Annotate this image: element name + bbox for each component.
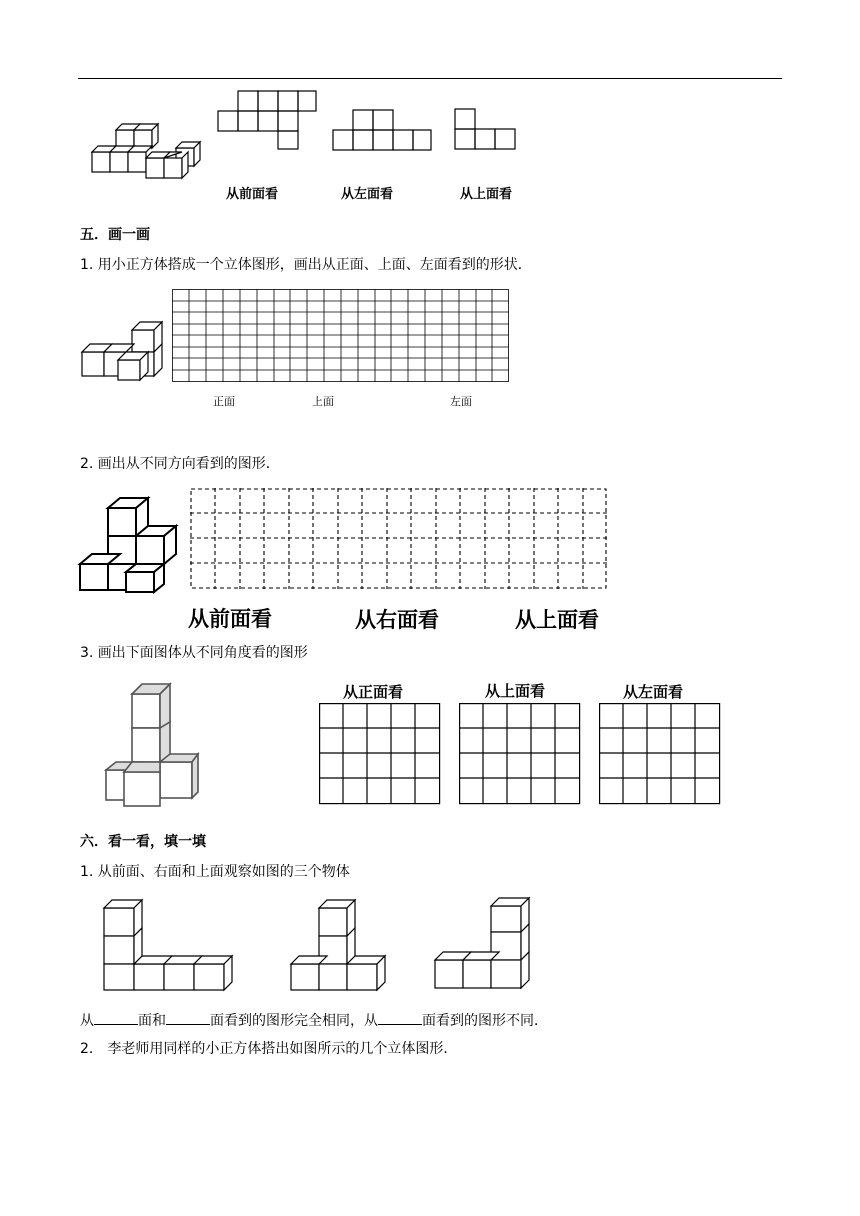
label-front-view: 从前面看 [226, 187, 279, 202]
label-top-view: 从上面看 [460, 187, 513, 202]
s5-q3-grid-top [459, 703, 581, 805]
front-view-shape [218, 91, 318, 151]
s6-q1-object-2 [289, 898, 389, 992]
section6-heading: 六．看一看，填一填 [80, 834, 206, 850]
s5-q1-label-left: 左面 [450, 395, 472, 408]
s5-q2-text: 2. 画出从不同方向看到的图形． [80, 456, 280, 472]
s5-q3-label-top: 从上面看 [485, 682, 546, 700]
fill-text-part-1: 从 [80, 1013, 94, 1029]
label-left-view: 从左面看 [341, 187, 394, 202]
s5-q3-cube-figure [102, 682, 202, 808]
fill-text-part-3: 面看到的图形完全相同，从 [210, 1013, 378, 1029]
top-view-shape [455, 109, 517, 151]
s5-q3-label-front: 从正面看 [343, 683, 404, 701]
s5-q3-label-left: 从左面看 [623, 683, 684, 701]
s5-q2-label-front: 从前面看 [188, 607, 272, 631]
fill-blank-3[interactable] [378, 1010, 422, 1025]
s5-q2-dashed-grid [190, 488, 608, 590]
s5-q2-cube-figure [78, 494, 186, 594]
s6-q1-fill-sentence [80, 1010, 548, 1030]
left-view-shape [333, 110, 433, 152]
s6-q2-text: 2． 李老师用同样的小正方体搭出如图所示的几个立体图形． [80, 1041, 458, 1057]
s5-q3-grid-left [599, 703, 721, 805]
section5-heading: 五．画一画 [80, 227, 150, 243]
s5-q3-text: 3. 画出下面图体从不同角度看的图形 [80, 645, 308, 661]
s5-q2-label-top: 从上面看 [515, 608, 599, 632]
fill-text-part-4: 面看到的图形不同． [422, 1013, 548, 1029]
s5-q2-label-right: 从右面看 [355, 608, 439, 632]
s5-q1-drawing-grid [172, 289, 510, 383]
s5-q1-label-front: 正面 [213, 395, 235, 408]
fill-text-part-2: 面和 [138, 1013, 166, 1029]
s5-q1-label-top: 上面 [312, 395, 334, 408]
s6-q1-object-1 [102, 898, 236, 992]
top-rule [78, 78, 782, 79]
cube-figure-1 [88, 122, 208, 182]
s6-q1-text: 1. 从前面、右面和上面观察如图的三个物体 [80, 864, 350, 880]
fill-blank-1[interactable] [94, 1010, 138, 1025]
s6-q1-object-3 [433, 896, 535, 990]
fill-blank-2[interactable] [166, 1010, 210, 1025]
s5-q3-grid-front [319, 703, 441, 805]
s5-q1-cube-figure [78, 320, 172, 384]
s5-q1-text: 1. 用小正方体搭成一个立体图形，画出从正面、上面、左面看到的形状． [80, 257, 532, 273]
